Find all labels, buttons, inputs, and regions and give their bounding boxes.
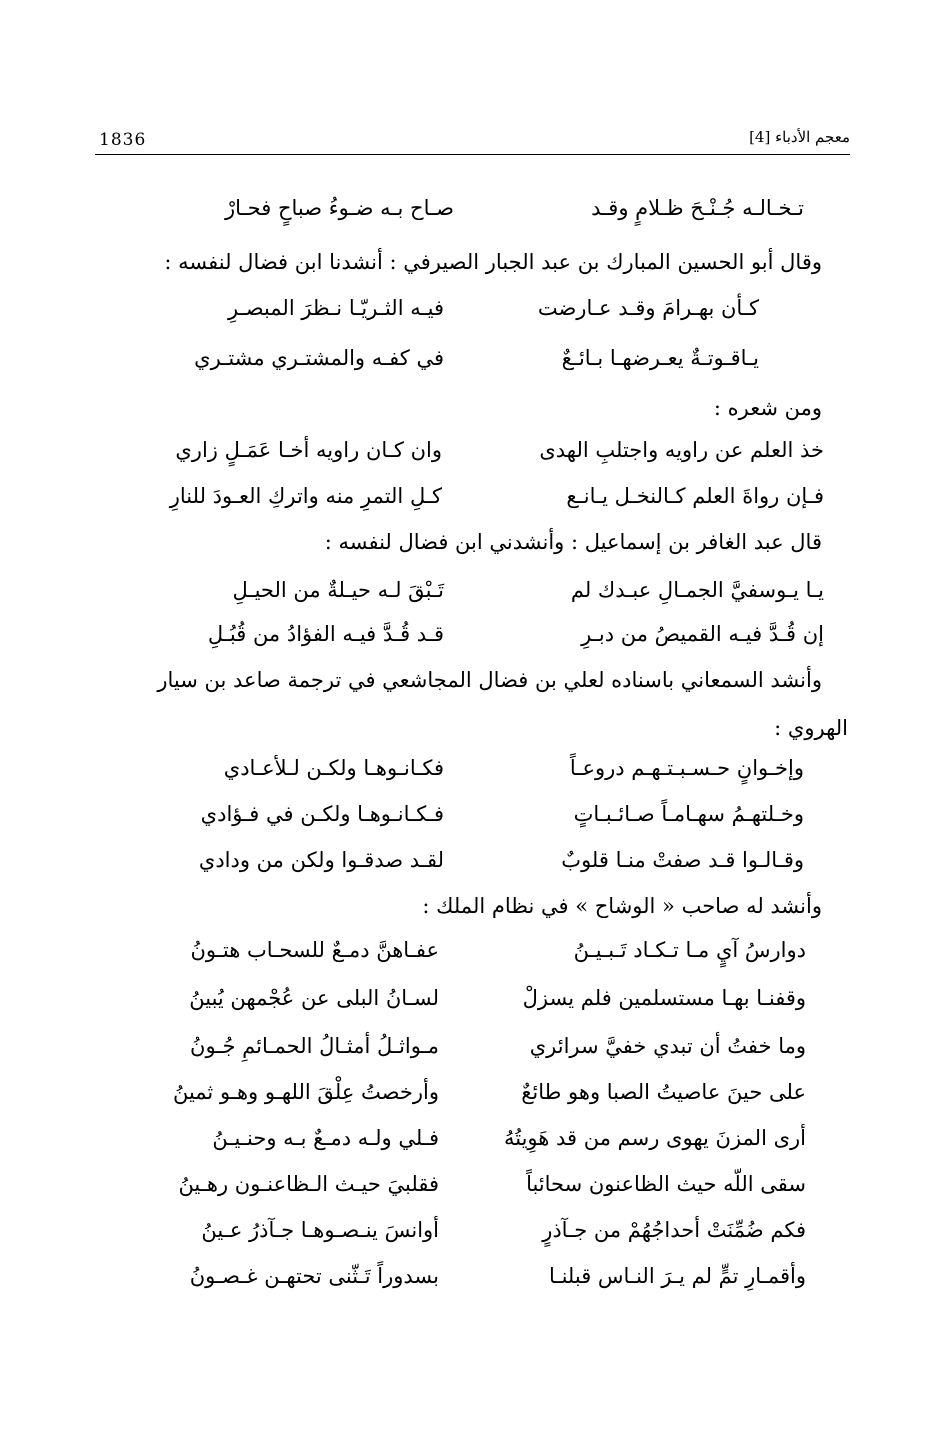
page-number: 1836 bbox=[99, 130, 147, 150]
verse-16-first-hemistich: سقى اللّه حيث الظاعنون سحائباً bbox=[526, 1172, 806, 1196]
verse-7-first-hemistich: إن قُـدَّ فيـه القميصُ من دبـرِ bbox=[581, 622, 824, 646]
verse-6-second-hemistich: تَـبْقَ لـه حيـلةٌ من الحيـلِ bbox=[232, 578, 444, 602]
verse-12-first-hemistich: وقفنـا بهـا مستسلمين فلم يسزلْ bbox=[522, 986, 806, 1010]
page-header bbox=[95, 128, 850, 155]
prose-line-4: وأنشد السمعاني باسناده لعلي بن فضال المجاشعي في ترجمة صاعد بن سيار bbox=[157, 668, 822, 692]
verse-1-first-hemistich: تـخـالـه جُـنْـحَ ظـلامٍ وقـد bbox=[591, 196, 804, 220]
verse-10-first-hemistich: وقـالـوا قـد صفتْ منـا قلوبٌ bbox=[561, 848, 804, 872]
prose-line-6: وأنشد له صاحب « الوشاح » في نظام الملك : bbox=[422, 894, 822, 918]
verse-5-first-hemistich: فـإن رواةَ العلم كـالنخـل يـانـع bbox=[566, 484, 824, 508]
verse-7-second-hemistich: قـد قُـدَّ فيـه الفؤادُ من قُبُـلِ bbox=[207, 622, 444, 646]
verse-10-second-hemistich: لقـد صدقـوا ولكن من ودادي bbox=[198, 848, 444, 872]
verse-11-second-hemistich: عفـاهنَّ دمـعٌ للسحـاب هتـونُ bbox=[190, 938, 439, 962]
prose-line-2: ومن شعره : bbox=[713, 396, 822, 420]
verse-3-second-hemistich: في كفـه والمشتـري مشتـري bbox=[194, 346, 444, 370]
verse-12-second-hemistich: لسـانُ البلى عن عُجْمهن يُبينُ bbox=[189, 986, 439, 1010]
verse-18-first-hemistich: وأقمـارِ تمٍّ لم يـرَ النـاس قبلنـا bbox=[549, 1264, 806, 1288]
verse-17-first-hemistich: فكم ضُمِّنَتْ أحداجُهُمْ من جـآذرٍ bbox=[542, 1218, 806, 1242]
verse-11-first-hemistich: دوارسُ آيٍ مـا تـكـاد تَـبـيـنُ bbox=[573, 938, 806, 962]
prose-line-5: الهروي : bbox=[774, 716, 848, 740]
verse-2-first-hemistich: كـأن بهـرامَ وقـد عـارضت bbox=[537, 296, 759, 320]
verse-9-first-hemistich: وخـلتهـمُ سهـامـاً صـائـبـاتٍ bbox=[573, 802, 804, 826]
verse-4-first-hemistich: خذ العلم عن راويه واجتلبِ الهدى bbox=[539, 438, 824, 462]
verse-15-second-hemistich: فـلي ولـه دمـعٌ بـه وحنـيـنُ bbox=[212, 1126, 439, 1150]
verse-13-first-hemistich: وما خفتُ أن تبدي خفيَّ سرائري bbox=[529, 1034, 806, 1058]
verse-2-second-hemistich: فيـه الثـريّـا نـظرَ المبصـرِ bbox=[228, 296, 444, 320]
verse-18-second-hemistich: بسدوراً تَـثّنى تحتهـن غـصـونُ bbox=[189, 1264, 439, 1288]
running-title: معجم الأدباء [4] bbox=[749, 128, 850, 146]
verse-14-second-hemistich: وأرخصتُ عِلْقَ اللهـو وهـو ثمينُ bbox=[172, 1080, 439, 1104]
verse-1-second-hemistich: صـاح بـه ضـوءُ صباحٍ فحـارْ bbox=[224, 196, 454, 220]
verse-17-second-hemistich: أوانسَ ينـصـوهـا جـآذرُ عـينُ bbox=[201, 1218, 439, 1242]
verse-4-second-hemistich: وان كـان راويه أخـا عَمَـلٍ زاري bbox=[175, 438, 442, 462]
verse-8-first-hemistich: وإخـوانٍ حـسـبـتـهـم دروعـاً bbox=[569, 756, 804, 780]
prose-line-1: وقال أبو الحسين المبارك بن عبد الجبار الصيرفي : أنشدنا ابن فضال لنفسه : bbox=[164, 250, 822, 274]
verse-8-second-hemistich: فكـانـوهـا ولكـن لـلأعـادي bbox=[223, 756, 444, 780]
verse-5-second-hemistich: كـلِ التمرِ منه واتركِ العـودَ للنارِ bbox=[169, 484, 442, 508]
verse-14-first-hemistich: على حينَ عاصيتُ الصبا وهو طائعٌ bbox=[521, 1080, 806, 1104]
verse-3-first-hemistich: يـاقـوتـةٌ يعـرضهـا بـائـعٌ bbox=[561, 346, 759, 370]
prose-line-3: قال عبد الغافر بن إسماعيل : وأنشدني ابن فضال لنفسه : bbox=[324, 530, 822, 554]
verse-15-first-hemistich: أرى المزنَ يهوى رسم من قد هَوِيتُهُ bbox=[503, 1126, 806, 1150]
verse-13-second-hemistich: مـواثـلُ أمثـالُ الحمـائمِ جُـونُ bbox=[190, 1034, 439, 1058]
verse-9-second-hemistich: فـكـانـوهـا ولكـن في فـؤادي bbox=[200, 802, 444, 826]
verse-16-second-hemistich: فقلبيَ حيـث الـظاعنـون رهـينُ bbox=[178, 1172, 439, 1196]
verse-6-first-hemistich: يـا يـوسفيَّ الجمـالِ عبـدك لم bbox=[570, 578, 824, 602]
